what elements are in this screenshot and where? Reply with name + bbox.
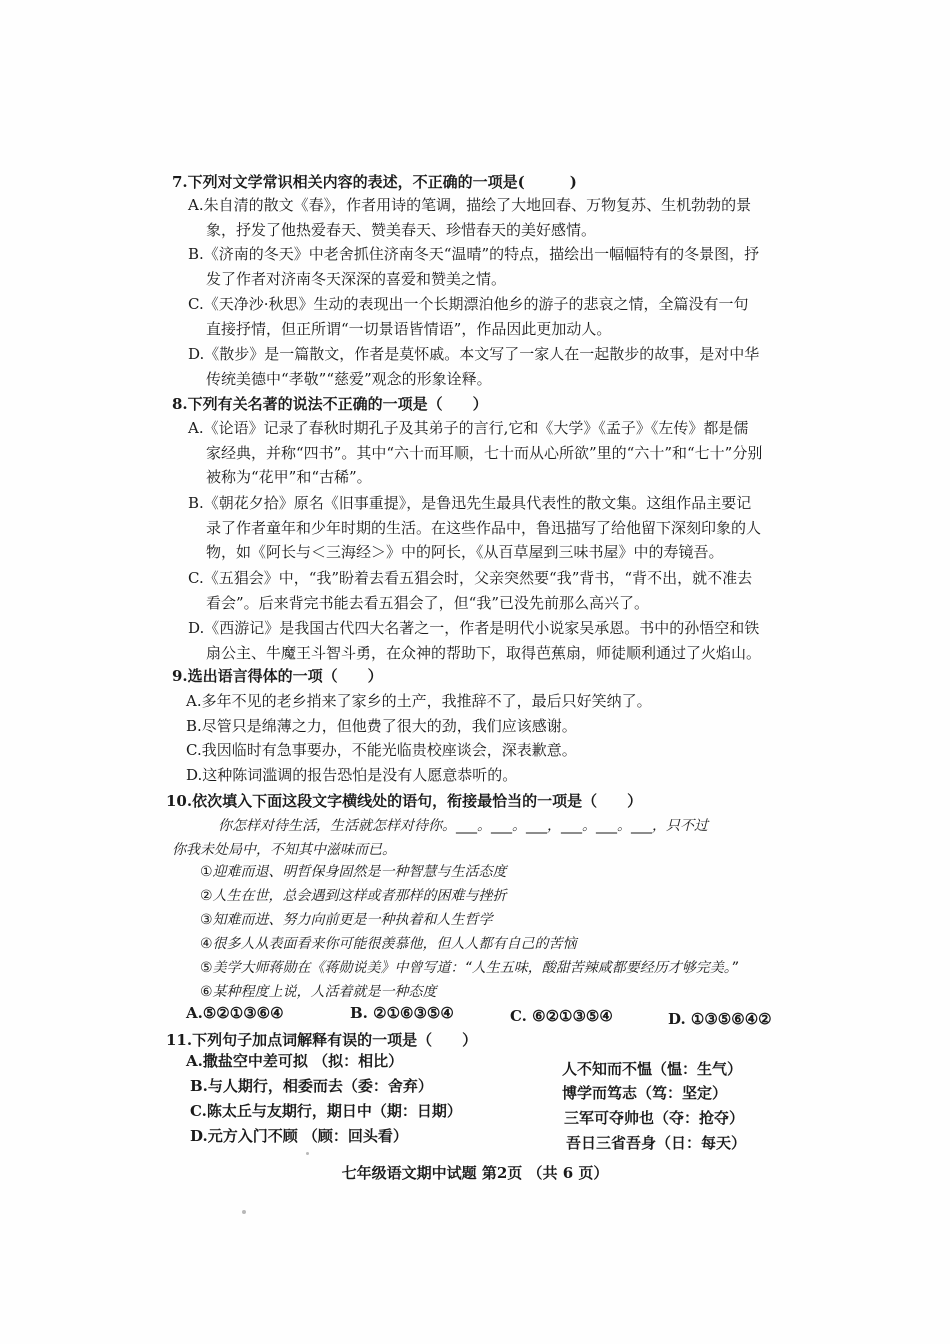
q10-sentence-6: ⑥某种程度上说，人活着就是一种态度 <box>200 984 437 1000</box>
q8-stem: 8.下列有关名著的说法不正确的一项是（ ） <box>172 395 488 413</box>
q8-option-d <box>188 616 833 665</box>
q8-option-c-line2: 看会”。后来背完书能去看五猖会了，但“我”已没先前那么高兴了。 <box>206 593 650 612</box>
q10-answer-c: C. ⑥②①③⑤④ <box>510 1007 613 1025</box>
q11-row-c-left: C.陈太丘与友期行，期日中（期：日期） <box>190 1102 462 1120</box>
q11-row-b-left: B.与人期行，相委而去（委：舍弃） <box>190 1077 433 1095</box>
q8-option-a <box>188 416 833 490</box>
q10-passage-line1: 你怎样对待生活，生活就怎样对待你。___。___。___，___。___。___，只不过 <box>218 818 708 834</box>
scan-speck <box>306 1152 309 1155</box>
q7-option-a <box>188 193 833 242</box>
q7-option-b-line2: 发了作者对济南冬天深深的喜爱和赞美之情。 <box>206 269 507 288</box>
q7-option-c-line2: 直接抒情，但正所谓“一切景语皆情语”，作品因此更加动人。 <box>206 319 612 338</box>
q11-row-d-right: 吾日三省吾身（日：每天） <box>566 1134 747 1152</box>
page-footer: 七年级语文期中试题 第2页 （共 6 页） <box>341 1164 609 1182</box>
q10-passage-line2: 你我未处局中，不知其中滋味而已。 <box>172 842 396 858</box>
q8-option-b-line3: 物，如《阿长与＜三海经＞》中的阿长，《从百草屋到三味书屋》中的寿镜吾。 <box>206 543 724 561</box>
q10-sentence-1: ①迎难而退、明哲保身固然是一种智慧与生活态度 <box>200 864 507 880</box>
q8-option-b-label: B. <box>188 494 204 512</box>
q8-option-b-line2: 录了作者童年和少年时期的生活。在这些作品中，鲁迅描写了给他留下深刻印象的人 <box>206 518 762 537</box>
scan-speck <box>242 1210 246 1214</box>
q10-sentences <box>200 860 845 1004</box>
q10-stem: 10.依次填入下面这段文字横线处的语句，衔接最恰当的一项是（ ） <box>166 792 643 810</box>
q7-option-c-line1: 《天净沙·秋思》生动的表现出一个长期漂泊他乡的游子的悲哀之情，全篇没有一句 <box>203 295 749 313</box>
q7-option-c <box>188 292 833 341</box>
q9-option-d: D.这种陈词滥调的报告恐怕是没有人愿意恭听的。 <box>186 765 518 784</box>
q10-sentence-4: ④很多人从表面看来你可能很羡慕他，但人人都有自己的苦恼 <box>200 936 577 952</box>
q9-option-a: A.多年不见的老乡捎来了家乡的土产，我推辞不了，最后只好笑纳了。 <box>186 692 652 710</box>
q11-stem: 11.下列句子加点词解释有误的一项是（ ） <box>166 1031 478 1049</box>
q9-options <box>186 689 831 787</box>
q11-row-d-left: D.元方入门不顾 （顾：回头看） <box>190 1127 408 1145</box>
q7-option-a-line1: 朱自清的散文《春》，作者用诗的笔调，描绘了大地回春、万物复苏、生机勃勃的景 <box>203 196 752 214</box>
q8-option-c-line1: 《五猖会》中，“我”盼着去看五猖会时，父亲突然要“我”背书，“背不出，就不准去 <box>203 569 753 587</box>
q7-option-a-line2: 象，抒发了他热爱春天、赞美春天、珍惜春天的美好感情。 <box>206 220 597 239</box>
q8-option-a-line2: 家经典，并称“四书”。其中“六十而耳顺，七十而从心所欲”里的“六十”和“七十”分别 <box>206 443 763 462</box>
q8-option-d-label: D. <box>188 619 205 637</box>
q7-option-d-line1: 《散步》是一篇散文，作者是莫怀戚。本文写了一家人在一起散步的故事，是对中华 <box>204 345 760 363</box>
q11-row-a-right: 人不知而不愠（愠：生气） <box>562 1060 743 1078</box>
q9-option-b: B.尽管只是绵薄之力，但他费了很大的劲，我们应该感谢。 <box>186 716 577 735</box>
q7-stem: 7.下列对文学常识相关内容的表述，不正确的一项是( ) <box>172 173 577 191</box>
q8-option-b <box>188 491 833 565</box>
q10-answer-a: A.⑤②①③⑥④ <box>186 1004 284 1022</box>
q9-option-c: C.我因临时有急事要办，不能光临贵校座谈会，深表歉意。 <box>186 741 577 759</box>
q10-sentence-2: ②人生在世，总会遇到这样或者那样的困难与挫折 <box>200 888 507 904</box>
q8-option-d-line2: 扇公主、牛魔王斗智斗勇，在众神的帮助下，取得芭蕉扇，师徒顺利通过了火焰山。 <box>206 643 762 662</box>
q11-row-b-right: 博学而笃志（笃：坚定） <box>562 1084 728 1102</box>
q11-row-c-right: 三军可夺帅也（夺：抢夺） <box>564 1109 745 1127</box>
q7-option-b-label: B. <box>188 245 204 263</box>
q10-answer-b: B. ②①⑥③⑤④ <box>350 1004 454 1022</box>
q7-option-a-label: A. <box>188 196 204 214</box>
q7-option-b-line1: 《济南的冬天》中老舍抓住济南冬天“温晴”的特点，描绘出一幅幅特有的冬景图，抒 <box>203 245 760 263</box>
q8-option-a-label: A. <box>188 419 204 437</box>
q7-option-d-line2: 传统美德中“孝敬”“慈爱”观念的形象诠释。 <box>206 369 492 388</box>
q8-option-a-line1: 《论语》记录了春秋时期孔子及其弟子的言行,它和《大学》《孟子》《左传》都是儒 <box>203 419 749 437</box>
q8-option-a-line3: 被称为“花甲”和“古稀”。 <box>206 468 372 486</box>
q8-option-c-label: C. <box>188 569 204 587</box>
q11-row-a-left: A.撒盐空中差可拟 （拟：相比） <box>186 1052 404 1070</box>
q8-option-b-line1: 《朝花夕拾》原名《旧事重提》，是鲁迅先生最具代表性的散文集。这组作品主要记 <box>203 494 752 512</box>
q8-option-d-line1: 《西游记》是我国古代四大名著之一，作者是明代小说家吴承恩。书中的孙悟空和铁 <box>204 619 760 637</box>
q10-answer-d: D. ①③⑤⑥④② <box>668 1010 772 1028</box>
q8-option-c <box>188 566 833 615</box>
q10-sentence-5: ⑤美学大师蒋勋在《蒋勋说美》中曾写道：“人生五味，酸甜苦辣咸都要经历才够完美。” <box>200 960 739 976</box>
q10-sentence-3: ③知难而进、努力向前更是一种执着和人生哲学 <box>200 912 493 928</box>
q7-option-d-label: D. <box>188 345 205 363</box>
q7-option-d <box>188 342 833 391</box>
q7-option-c-label: C. <box>188 295 204 313</box>
q7-option-b <box>188 242 833 291</box>
q9-stem: 9.选出语言得体的一项（ ） <box>172 667 383 685</box>
